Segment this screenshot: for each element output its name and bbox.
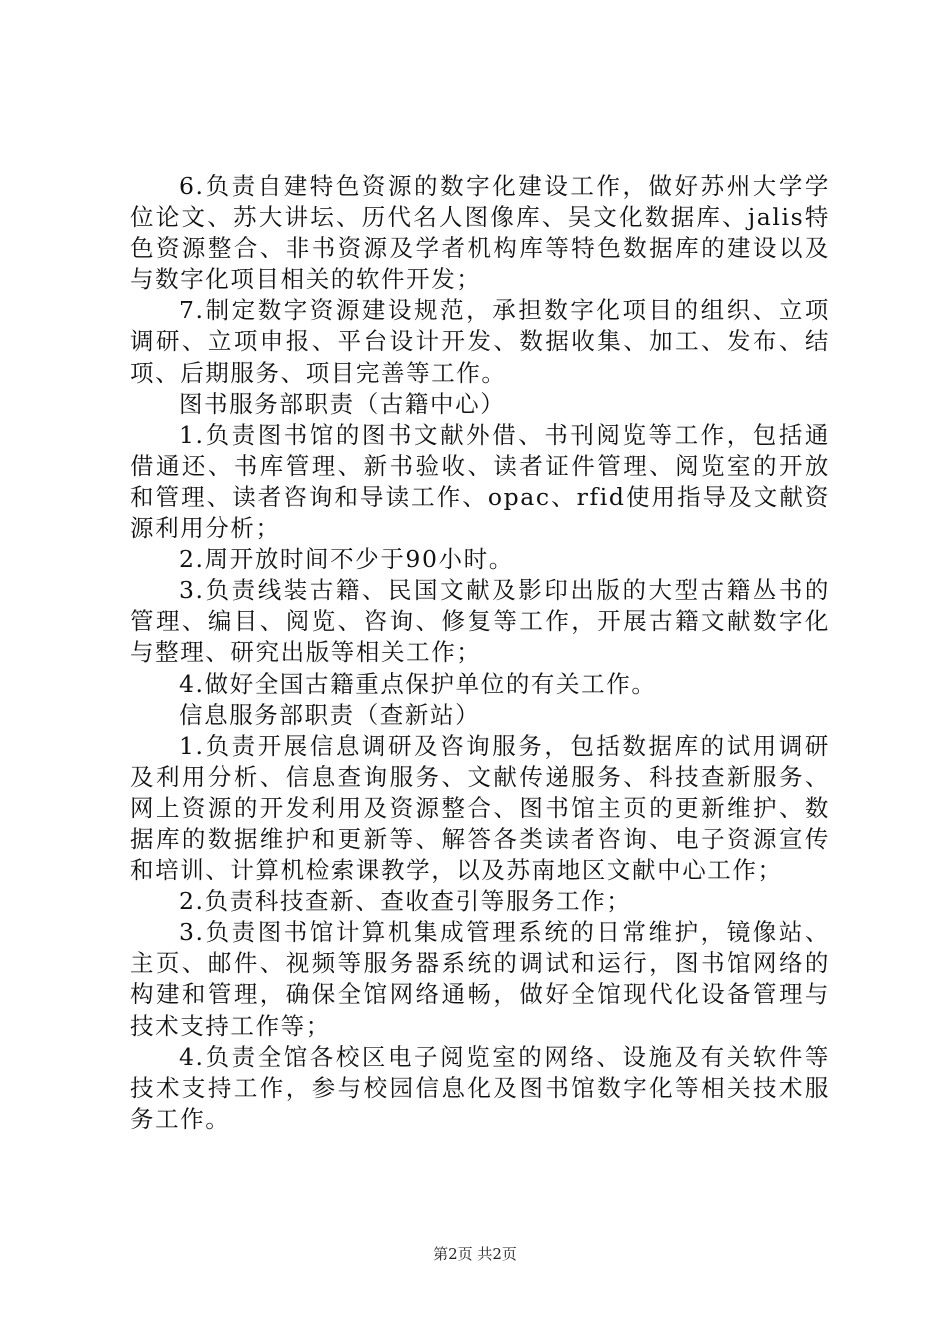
paragraph: 1.负责开展信息调研及咨询服务，包括数据库的试用调研及利用分析、信息查询服务、文献传递服务、科技查新服务、网上资源的开发利用及资源整合、图书馆主页的更新维护、数据库的数据维护和更新等、解答各类读者咨询、电子资源宣传和培训、计算机检索课教学，以及苏南地区文献中心工作；: [130, 731, 830, 885]
paragraph: 2.负责科技查新、查收查引等服务工作；: [179, 887, 632, 916]
paragraph: 7.制定数字资源建设规范，承担数字化项目的组织、立项调研、立项申报、平台设计开发、数据收集、加工、发布、结项、后期服务、项目完善等工作。: [130, 296, 830, 387]
paragraph: 1.负责图书馆的图书文献外借、书刊阅览等工作，包括通借通还、书库管理、新书验收、读者证件管理、阅览室的开放和管理、读者咨询和导读工作、opac、rfid使用指导及文献资源利用分析；: [130, 420, 830, 543]
section-heading: 图书服务部职责（古籍中心）: [179, 389, 506, 418]
paragraph: 3.负责图书馆计算机集成管理系统的日常维护，镜像站、主页、邮件、视频等服务器系统的调试和运行，图书馆网络的构建和管理，确保全馆网络通畅，做好全馆现代化设备管理与技术支持工作等；: [130, 918, 830, 1040]
paragraph: 4.做好全国古籍重点保护单位的有关工作。: [179, 669, 657, 698]
paragraph: 3.负责线装古籍、民国文献及影印出版的大型古籍丛书的管理、编目、阅览、咨询、修复等工作，开展古籍文献数字化与整理、研究出版等相关工作；: [130, 576, 830, 667]
document-body: [130, 171, 830, 1135]
paragraph: 4.负责全馆各校区电子阅览室的网络、设施及有关软件等技术支持工作，参与校园信息化及图书馆数字化等相关技术服务工作。: [130, 1042, 830, 1133]
paragraph: 2.周开放时间不少于90小时。: [179, 545, 514, 574]
paragraph: 6.负责自建特色资源的数字化建设工作，做好苏州大学学位论文、苏大讲坛、历代名人图像库、吴文化数据库、jalis特色资源整合、非书资源及学者机构库等特色数据库的建设以及与数字化项目相关的软件开发；: [130, 172, 830, 294]
page-footer: 第2页 共2页: [433, 1245, 517, 1263]
section-heading: 信息服务部职责（查新站）: [179, 700, 481, 729]
